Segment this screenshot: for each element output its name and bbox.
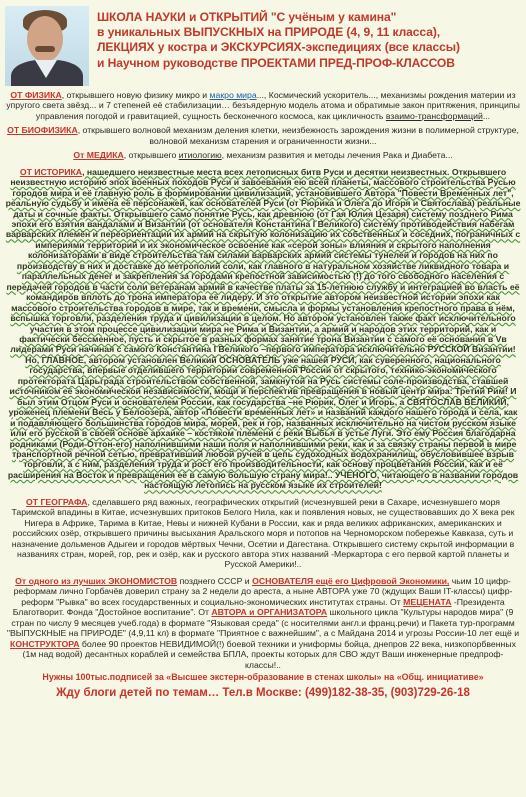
petition-note: Нужны 100тыс.подписей за «Высшее экстерн-образование в стенах школы» на «Общ. инициативе» [42,672,484,683]
constructor-label: КОНСТРУКТОРА [10,638,80,649]
title-block [89,4,521,90]
digital-economy-label: ОСНОВАТЕЛЯ ещё его Цифровой Экономики, [252,575,450,586]
header [5,4,521,90]
title-line-4: и Научном руководстве ПРОЕКТАМИ ПРЕД-ПРОФ-КЛАССОВ [97,55,455,70]
title-line-2: в уникальных ВЫПУСКНЫХ на ПРИРОДЕ (4, 9, 11 класса), [97,25,441,40]
economists-paragraph: От одного из лучших ЭКОНОМИСТОВ позднего СССР и ОСНОВАТЕЛЯ ещё его Цифровой Экономики, чьим 10 цифр-реформам лично Горбачёв доверил страну за 2 недели до ареста, а ныне АВТОРА уже 70 (ждущих Ваши IT-классы) цифр-реформ "Рывка" во всех государственных и социально-экономических институтах страны. От МЕЦЕНАТА -Президента Благотворит. Фонда "Достойное воспитание". От АВТОРА и ОРГАНИЗАТОРА школьного цикла "Культуры народов мира" (9 стран по числу 9 месяцев учеб.года) в формате "Языковая среда" (с носителями англ.и франц.речи) и Пакета тур-программ "ВЫПУСКНЫЕ на ПРИРОДЕ" (4,9,11 кл) в формате "Приятное с важнейшим", а с Майдана 2014 и угрозы России-10 лет ещё и КОНСТРУКТОРА более 90 проектов НЕВИДИМОЙ(!) боевой техники и униформы бойца, днепров 22 века, низкопорбвенных (1м над водой) десантных кораблей и семейства БПЛА, проекты которых для СВО ждут Ваши инженерные предпроф-классы!.. [6,575,520,670]
physics-paragraph: ОТ ФИЗИКА, открывшего новую физику микро и макро мира..., Космический ускоритель..., механизмы рождения материи из упругого света звёзд... и 7 степеней её стабилизации… безъядерную модель атома и обратимые закон притяжения, принципы управления погодой и гравитацией, сущность бесконечного космоса, как цикличность взаимо-трансформаций... [6,90,520,121]
content [5,90,521,700]
patron-label: МЕЦЕНАТА [403,596,452,607]
historian-label: ОТ ИСТОРИКА [19,166,83,177]
contact-phones: Жду блоги детей по темам… Тел.в Москве: (499)182-38-35, (903)729-26-18 [56,687,470,700]
author-photo [5,6,89,86]
medic-paragraph: От МЕДИКА, открывшего итиологию, механизм развития и методы лечения Рака и Диабета... [73,150,453,161]
biophysics-paragraph: ОТ БИОФИЗИКА, открывшего волновой механизм деления клетки, неизбежность зарождения жизни в полимерной структуре, волновой механизм старения и ограниченности жизни... [7,125,519,146]
medic-label: От МЕДИКА [73,150,124,161]
title-line-3: ЛЕКЦИЯХ у костра и ЭКСКУРСИЯХ-экспедициях (все классы) [97,40,460,55]
title-line-1: ШКОЛА НАУКИ и ОТКРЫТИЙ "С учёным у камина" [97,10,397,24]
organizer-label: АВТОРА и ОРГАНИЗАТОРА [211,607,328,618]
economist-label: От одного из лучших ЭКОНОМИСТОВ [15,575,178,586]
historian-paragraph: ОТ ИСТОРИКА, нашедшего неизвестные места всех летописных битв Руси и десятки неизвестных. Открывшего неизвестную историю эпох военных походов Руси и завоевания ею всей планеты, массового строительства Русью городов мира и её главную роль в формировании цивилизаций, установившего Автора "Повести Временных лет", реальную судьбу и имена её персонажей, как основателей Руси (от Рюрика и Олега до Игоря и Святослава) реальные даты и сочные факты. Открывшего само понятие Русь, как древнюю (от Гая Юлия Цезаря) систему позднего Рима эпохи его взятия вандалами и Византии (от основателя Константина I Великого) систему противодействия набегам варварских племён и переориентации их армий на скрытую колонизацию их собственных и соседних, пограничных с империями территорий и их экономическое освоение как «серой зоны» влияния и скрытого наполнения колонизаторами в виде строительства там силами варварских армий системы тунелей и городов на них по производству в них и доставке до метрополий соли, как главного в натуральном хозяйстве ликвидного товара и параллельных денег и закрепления за городами крепостной зависимостью (!) до того свободного населения с передачей городов в части соли ветеранам армий в качестве платы за 15-летнюю службу и интеграцией во власть её командиров вплоть до трона императора её лидеру. И это открытие автором неизвестной истории эпохи как массового строительства городов в мире, так и времени, смысла и формы установления крепостного права в нём, вспышка торговли, разделения труда и цивилизации в целом. Но автором установлен также факт исключительного участия в этом процессе цивилизации мира не Рима и Византии, а армий и народов этих территорий, как и фактически бессменное, пусть и скрытое в разных формах занятие трона Византии с самого её основания в Vв лидерами Руси начиная с самого Константина I Великого –первого императора исключительно РУССКОЙ Византии! Но, ГЛАВНОЕ, автором установлен Великий ОСНОВАТЕЛЬ уже нашей РУСИ, как суверенного, национального государства, впервые отделившего территории современной России от скрытого, технико-экономического протектората Царьграда строительством собственной, замкнутой на Русь системы соле-производства, ставшей источником её экономической независимости, мощи и перспектив превращения в новый центр мира: Третий Рим! И был этим Отцом Руси и основателем России, как государства –не Рюрик, Олег и Игорь, а СВЯТОСЛАВ ВЕЛИКИЙ, уроженец племени Весь у Белоозера, автор «Повести временных лет» и названий каждого нашего города и села, как и подавляющего большинства городов мира, морей, рек и гор, названных исключительно на чистом русском языке или его русской в своей основе архаике – костяком племени с реки Выбья в устье Луги. Это ему Россия благодарна родниками (Роди-Оттон-его) наполнившими наши поля и наполнившими реки, как и за связку страны первой в мире транспортной речной сетью, превративший любой ручей в цепь судоходных водохранилищ, обусловившее взрыв торговли, а с ним, разделения труда и рост его производительности, как основу процветания России, как и её расширения на Восток и превращения её в самую большую страну мира!.. УЧЕНОГО, читающего в названии городов настоящую летопись на русском языке их строителей! [5,166,521,491]
physics-label: ОТ ФИЗИКА [10,90,62,100]
biophysics-label: ОТ БИОФИЗИКА [7,125,78,136]
geography-paragraph: ОТ ГЕОГРАФА, сделавшего ряд важных, географических открытий (исчезнувшей реки в Сахаре, исчезнувшего моря Таримской впадины в Китае, исчезнувших притоков Белого Нила, как и появления новых, не существовавших до X века рек Нигера в Африке, Тарима в Китае, Невы и нижней Кубани в России, как и ряда великих африканских, американских и российских озёр, открывшего причины высыхания Аральского моря и потопов на Черноморском побережье Кавказа, суть и назначение дольменов Адыгеи и городов мёртвых Чечни, Осетии и Дагестана. Открывшего систему скрытой информации в названиях стран, морей, гор, рек и озёр, как и русского автора этих названий -Меркартора с его первой картой планеты и Русской Америки!.. [11,496,515,570]
macro-world-link[interactable]: макро мира [209,90,257,100]
geography-label: ОТ ГЕОГРАФА [25,496,88,507]
